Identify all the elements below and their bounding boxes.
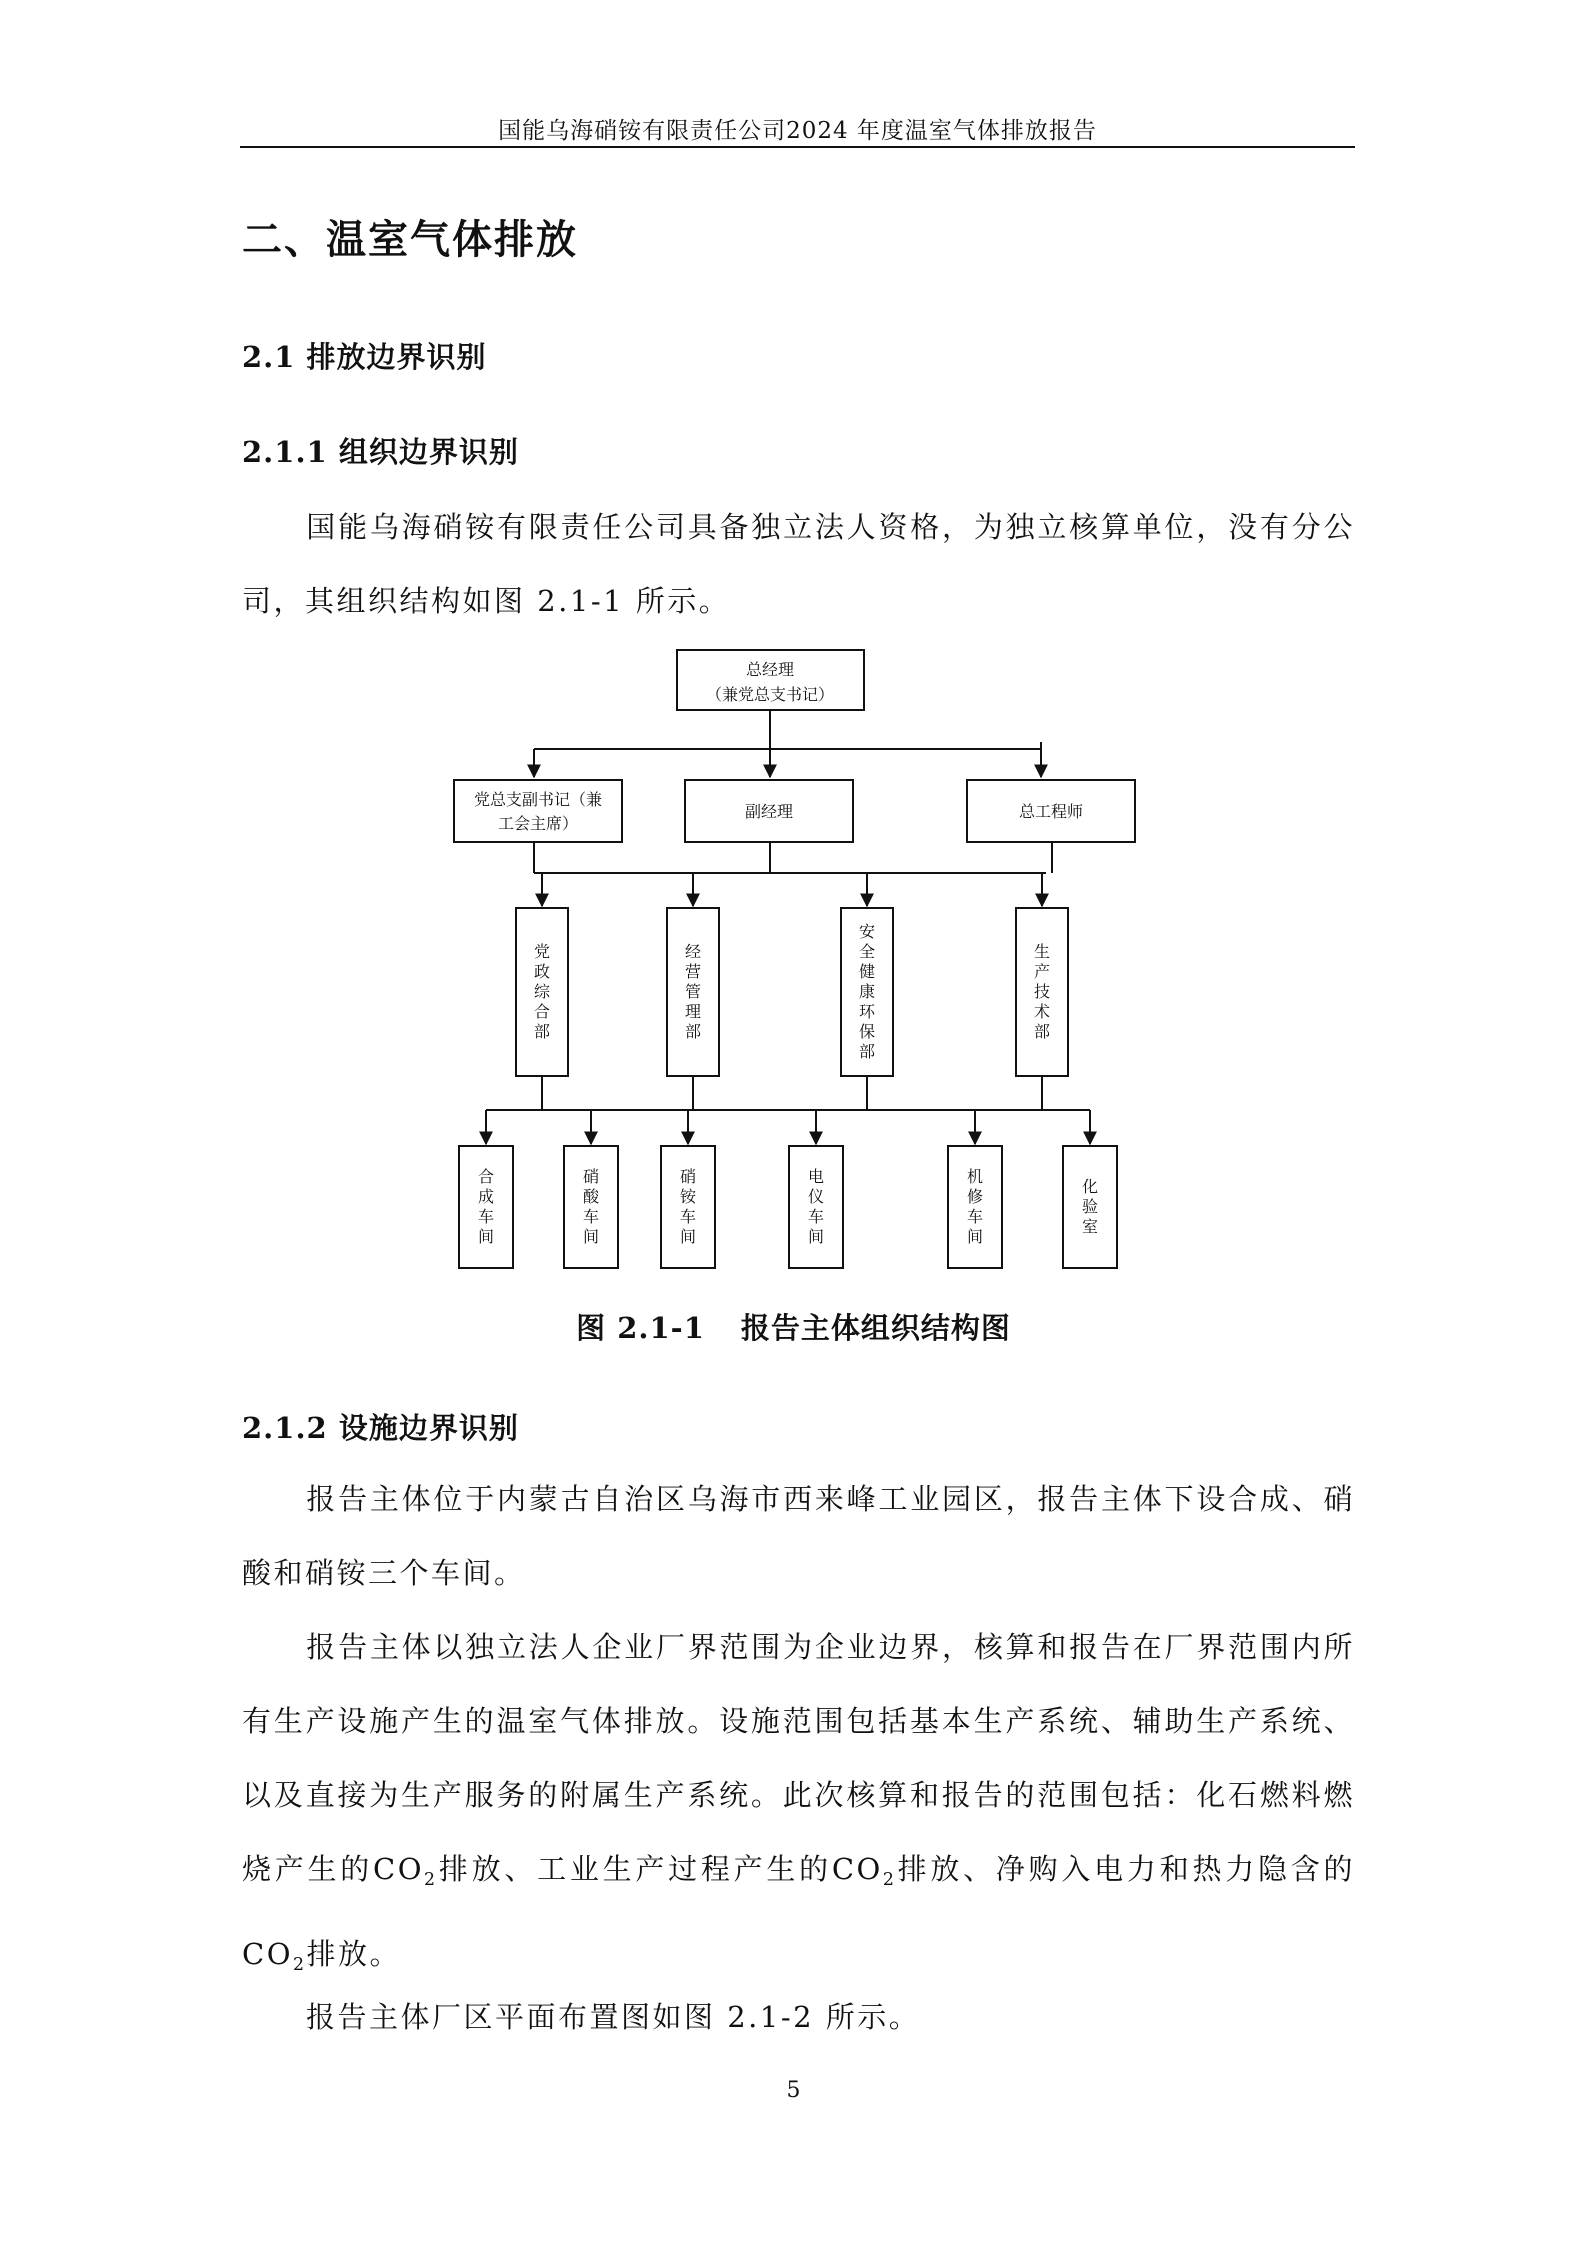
subsection-heading: 2.1 排放边界识别 (242, 340, 487, 374)
section-heading: 二、温室气体排放 (242, 217, 578, 263)
org-dept-label: 党政综合部 (533, 942, 551, 1041)
page-header-rule (240, 146, 1355, 148)
figure-caption-text: 报告主体组织结构图 (740, 1311, 1011, 1345)
org-l2-1-line1: 副经理 (744, 802, 794, 821)
figure-number: 图 2.1-1 (576, 1311, 705, 1345)
paragraph-facility-scope-text-c: 排放、净购入电力和热力隐含的 (896, 1852, 1355, 1886)
subsubsection-heading-facility-boundary: 2.1.2 设施边界识别 (242, 1411, 519, 1445)
paragraph-org-boundary-text: 国能乌海硝铵有限责任公司具备独立法人资格，为独立核算单位，没有分公司，其组织结构如图 2.1-1 所示。 (242, 510, 1355, 618)
page-header-title: 国能乌海硝铵有限责任公司2024 年度温室气体排放报告 (498, 118, 1097, 144)
org-dept-label: 经营管理部 (684, 942, 702, 1041)
figure-caption (0, 1306, 1587, 1347)
page-number: 5 (786, 2078, 801, 2103)
paragraph-layout-reference-text: 报告主体厂区平面布置图如图 2.1-2 所示。 (306, 2000, 921, 2034)
org-l2-0-line2: 工会主席） (497, 814, 579, 833)
paragraph-facility-scope (242, 1610, 1355, 2002)
org-l2-0-line1: 党总支副书记（兼 (473, 790, 603, 809)
org-unit-label: 硝铵车间 (679, 1167, 697, 1246)
org-top-line1: 总经理 (745, 660, 795, 679)
org-unit-label: 合成车间 (477, 1167, 495, 1246)
org-chart (430, 640, 1170, 1290)
org-l2-2-line1: 总工程师 (1018, 802, 1084, 821)
subsubsection-heading-org-boundary: 2.1.1 组织边界识别 (242, 435, 519, 469)
paragraph-layout-reference (242, 1980, 1355, 2054)
paragraph-org-boundary (242, 490, 1355, 638)
org-top-line2: （兼党总支书记） (705, 685, 835, 704)
org-unit-label: 硝酸车间 (582, 1167, 600, 1246)
org-unit-label: 电仪车间 (807, 1167, 825, 1246)
org-unit-label: 化验室 (1081, 1177, 1099, 1236)
org-dept-label: 安全健康环保部 (858, 922, 876, 1061)
paragraph-facility-scope-text-d: 排放。 (306, 1937, 402, 1971)
co2-term-1: $CO_2$ (373, 1852, 438, 1890)
paragraph-facility-scope-text-b: 排放、工业生产过程产生的 (437, 1852, 832, 1886)
org-unit-label: 机修车间 (966, 1167, 984, 1246)
paragraph-facility-location-text: 报告主体位于内蒙古自治区乌海市西来峰工业园区，报告主体下设合成、硝酸和硝铵三个车间。 (242, 1482, 1355, 1590)
co2-term-3: $CO_2$ (242, 1937, 307, 1975)
paragraph-facility-scope-text-a: 报告主体以独立法人企业厂界范围为企业边界，核算和报告在厂界范围内所有生产设施产生的温室气体排放。设施范围包括基本生产系统、辅助生产系统、以及直接为生产服务的附属生产系统。此次核算和报告的范围包括：化石燃料燃烧产生的 (242, 1630, 1355, 1886)
org-dept-label: 生产技术部 (1033, 942, 1051, 1041)
co2-term-2: $CO_2$ (831, 1852, 897, 1890)
paragraph-facility-location (242, 1462, 1355, 1610)
